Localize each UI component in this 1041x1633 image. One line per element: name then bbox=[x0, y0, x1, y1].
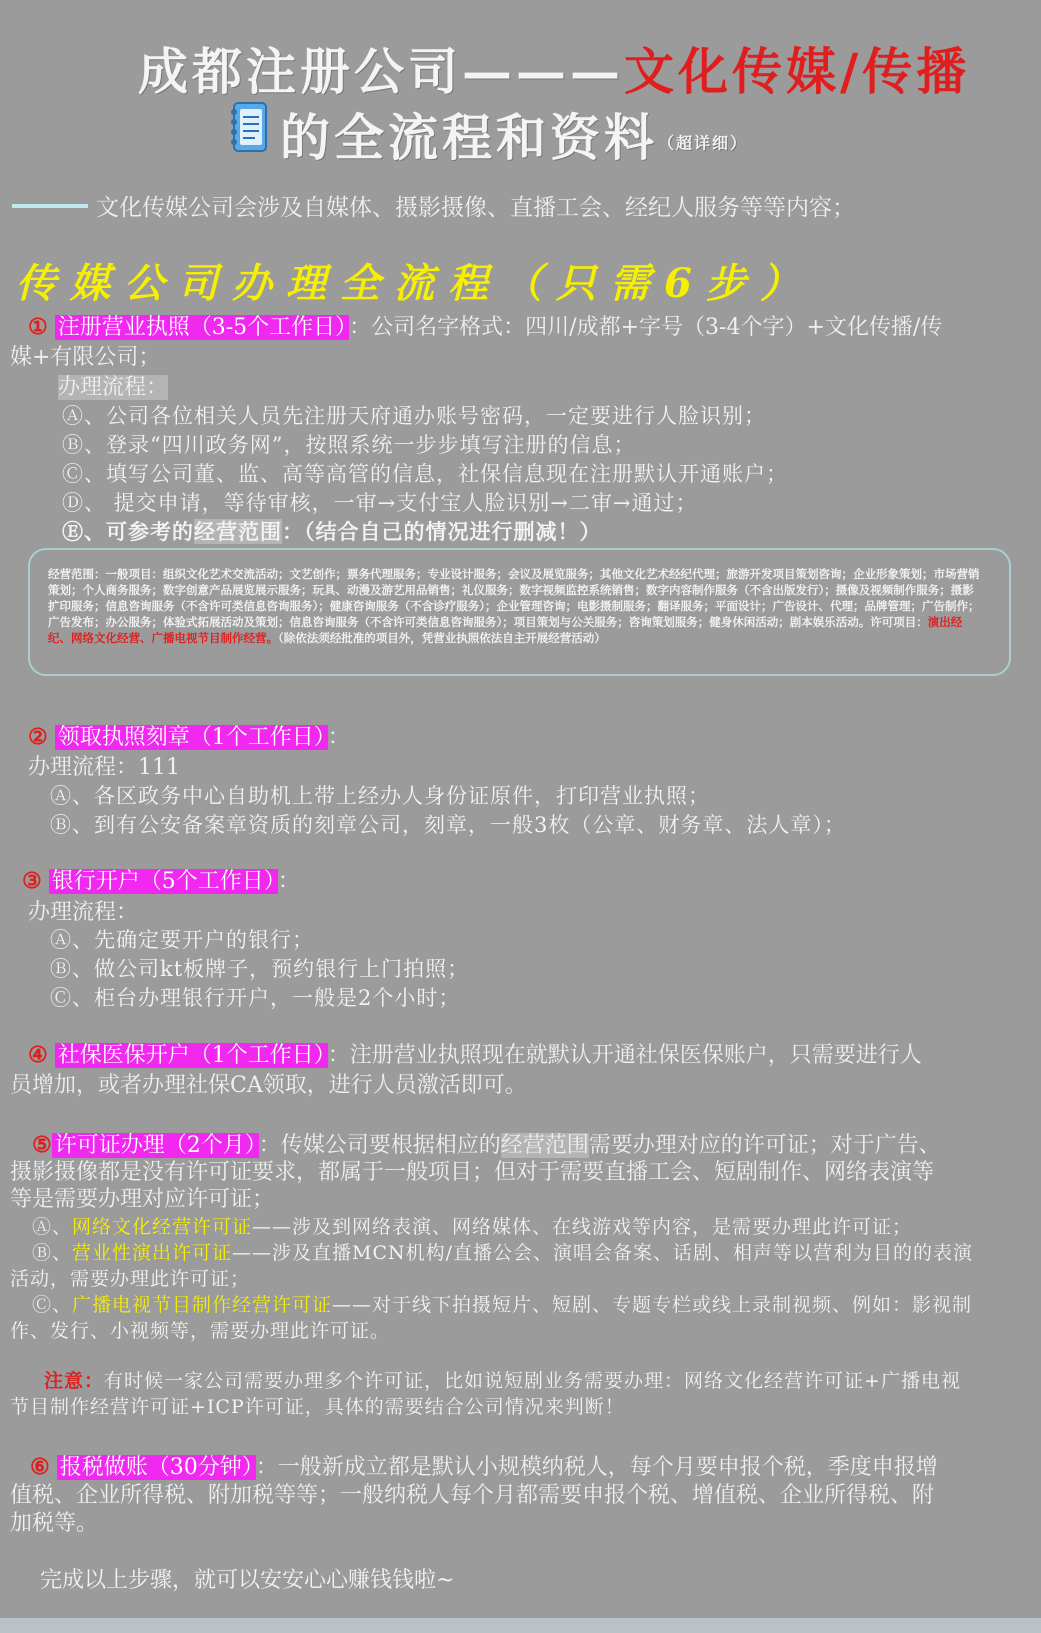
scope-end: （除依法须经批准的项目外，凭营业执照依法自主开展经营活动） bbox=[278, 631, 606, 645]
section-title: 传媒公司办理全流程（只需6步） bbox=[16, 260, 814, 307]
step-3-item-a: Ⓐ、先确定要开户的银行； bbox=[50, 928, 314, 952]
step-5-item-a: Ⓐ、网络文化经营许可证——涉及到网络表演、网络媒体、在线游戏等内容，是需要办理此许可证； bbox=[32, 1216, 913, 1238]
step-3-header: ③ 银行开户（5个工作日） ： bbox=[22, 868, 300, 894]
step-5-desc-line3: 等是需要办理对应许可证； bbox=[10, 1187, 275, 1212]
step-2-item-a: Ⓐ、各区政务中心自助机上带上经办人身份证原件，打印营业执照； bbox=[50, 784, 710, 808]
step-1-item-a: Ⓐ、公司各位相关人员先注册天府通办账号密码，一定要进行人脸识别； bbox=[62, 404, 766, 428]
intro-text: 文化传媒公司会涉及自媒体、摄影摄像、直播工会、经纪人服务等等内容； bbox=[96, 195, 855, 221]
step-5-label: 许可证办理（2个月） bbox=[52, 1133, 259, 1158]
scope-red: 演出经纪、网络文化经营、广播电视节目制作经营。 bbox=[48, 615, 963, 645]
title-small: （超详细） bbox=[658, 133, 749, 153]
step-3-item-c: Ⓒ、柜台办理银行开户，一般是2个小时； bbox=[50, 986, 461, 1010]
step-1-header bbox=[28, 310, 942, 341]
step-6-label: 报税做账（30分钟） bbox=[57, 1455, 256, 1480]
step-2-number: ② bbox=[28, 724, 48, 750]
footer-text: 完成以上步骤，就可以安安心心赚钱钱啦~ bbox=[40, 1568, 455, 1593]
scope-text: 经营范围：一般项目：组织文化艺术交流活动；文艺创作；票务代理服务；专业设计服务；会议及展览服务；其他文化艺术经纪代理；旅游开发项目策划咨询；企业形象策划；市场营销策划；个人商务服务；数字创意产品展览展示服务；玩具、动漫及游艺用品销售；礼仪服务；数字视频监控系统销售；数字内容制作服务（不含出版发行）；摄像及视频制作服务；摄影扩印服务；信息咨询服务（不含许可类信息咨询服务）；健康咨询服务（不含诊疗服务）；企业管理咨询；电影摄制服务；翻译服务；平面设计；广告设计、代理；品牌管理；广告制作；广告发布；办公服务；体验式拓展活动及策划；信息咨询服务（不含许可类信息咨询服务）；项目策划与公关服务；咨询策划服务；健身休闲活动；剧本娱乐活动。许可项目： bbox=[48, 567, 980, 629]
step-3-label: 银行开户（5个工作日） bbox=[49, 869, 278, 894]
step-6-number: ⑥ bbox=[30, 1454, 50, 1480]
step-4-number: ④ bbox=[28, 1042, 48, 1068]
step-5-header: ⑤ 许可证办理（2个月） ：传媒公司要根据相应的经营范围需要办理对应的许可证；对于广告、 bbox=[32, 1132, 941, 1158]
step-2-label: 领取执照刻章（1个工作日） bbox=[55, 725, 328, 750]
step-6-desc-cont: 值税、企业所得税、附加税等等；一般纳税人每个月都需要申报个税、增值税、企业所得税、附 bbox=[10, 1483, 935, 1508]
step-5-desc-line2: 摄影摄像都是没有许可证要求，都属于一般项目；但对于需要直播工会、短剧制作、网络表演等 bbox=[10, 1160, 935, 1185]
step-3-number: ③ bbox=[22, 868, 42, 894]
step-1-number: ① bbox=[28, 314, 48, 340]
notebook-icon bbox=[228, 100, 270, 154]
step-3-item-b: Ⓑ、做公司kt板牌子，预约银行上门拍照； bbox=[50, 957, 470, 981]
step-5-item-b: Ⓑ、营业性演出许可证——涉及直播MCN机构/直播公会、演唱会备案、话剧、相声等以营利为目的的表演 bbox=[32, 1242, 974, 1264]
step-1-desc: ：公司名字格式：四川/成都+字号（3-4个字）+文化传播/传 bbox=[349, 315, 943, 340]
step-2-flow-label: 办理流程：111 bbox=[28, 755, 180, 780]
step-5-item-c: Ⓒ、广播电视节目制作经营许可证——对于线下拍摄短片、短剧、专题专栏或线上录制视频、例如：影视制 bbox=[32, 1294, 973, 1316]
step-6-header: ⑥ 报税做账（30分钟） ：一般新成立都是默认小规模纳税人，每个月要申报个税，季度申报增 bbox=[30, 1454, 938, 1480]
step-5-item-c-cont: 作、发行、小视频等，需要办理此许可证。 bbox=[10, 1320, 391, 1342]
bottom-strip bbox=[0, 1618, 1041, 1633]
step-4-label: 社保医保开户（1个工作日） bbox=[55, 1043, 328, 1068]
step-5-number: ⑤ bbox=[32, 1132, 52, 1158]
step-5-item-b-cont: 活动，需要办理此许可证； bbox=[10, 1268, 251, 1290]
step-1-item-e: Ⓔ、可参考的经营范围：（结合自己的情况进行删减！） bbox=[62, 519, 602, 544]
step-3-flow-label: 办理流程： bbox=[28, 900, 139, 925]
step-1-desc-cont: 媒+有限公司； bbox=[10, 345, 161, 370]
step-1-item-b: Ⓑ、登录“四川政务网”，按照系统一步步填写注册的信息； bbox=[62, 433, 636, 457]
step-1-label: 注册营业执照（3-5个工作日） bbox=[55, 315, 349, 340]
step-4-desc-cont: 员增加，或者办理社保CA领取，进行人员激活即可。 bbox=[10, 1073, 527, 1098]
title-main: 的全流程和资料 bbox=[280, 108, 658, 167]
step-4-header: ④ 社保医保开户（1个工作日） ：注册营业执照现在就默认开通社保医保账户，只需要进行人 bbox=[28, 1042, 922, 1068]
step-2-item-b: Ⓑ、到有公安备案章资质的刻章公司，刻章，一般3枚（公章、财务章、法人章）； bbox=[50, 813, 846, 837]
business-scope-box bbox=[28, 548, 1011, 676]
title-line-1 bbox=[138, 32, 970, 104]
title-red-part: 文化传媒/传播 bbox=[624, 42, 971, 101]
step-5-note-cont: 节目制作经营许可证+ICP许可证，具体的需要结合公司情况来判断！ bbox=[10, 1396, 625, 1418]
step-5-note: 注意：有时候一家公司需要办理多个许可证，比如说短剧业务需要办理：网络文化经营许可证+广播电视 bbox=[44, 1370, 961, 1392]
step-2-header: ② 领取执照刻章（1个工作日） ： bbox=[28, 724, 350, 750]
step-1-flow-label: 办理流程： bbox=[58, 375, 169, 400]
title-prefix: 成都注册公司——— bbox=[138, 42, 624, 101]
note-label: 注意： bbox=[44, 1370, 105, 1392]
step-1-item-d: Ⓓ、 提交申请，等待审核，一审→支付宝人脸识别→二审→通过； bbox=[62, 491, 698, 515]
title-line-2 bbox=[280, 98, 748, 170]
arrow-line-icon bbox=[12, 204, 88, 208]
step-1-item-c: Ⓒ、填写公司董、监、高等高管的信息，社保信息现在注册默认开通账户； bbox=[62, 462, 788, 486]
step-6-desc-cont2: 加税等。 bbox=[10, 1511, 99, 1536]
